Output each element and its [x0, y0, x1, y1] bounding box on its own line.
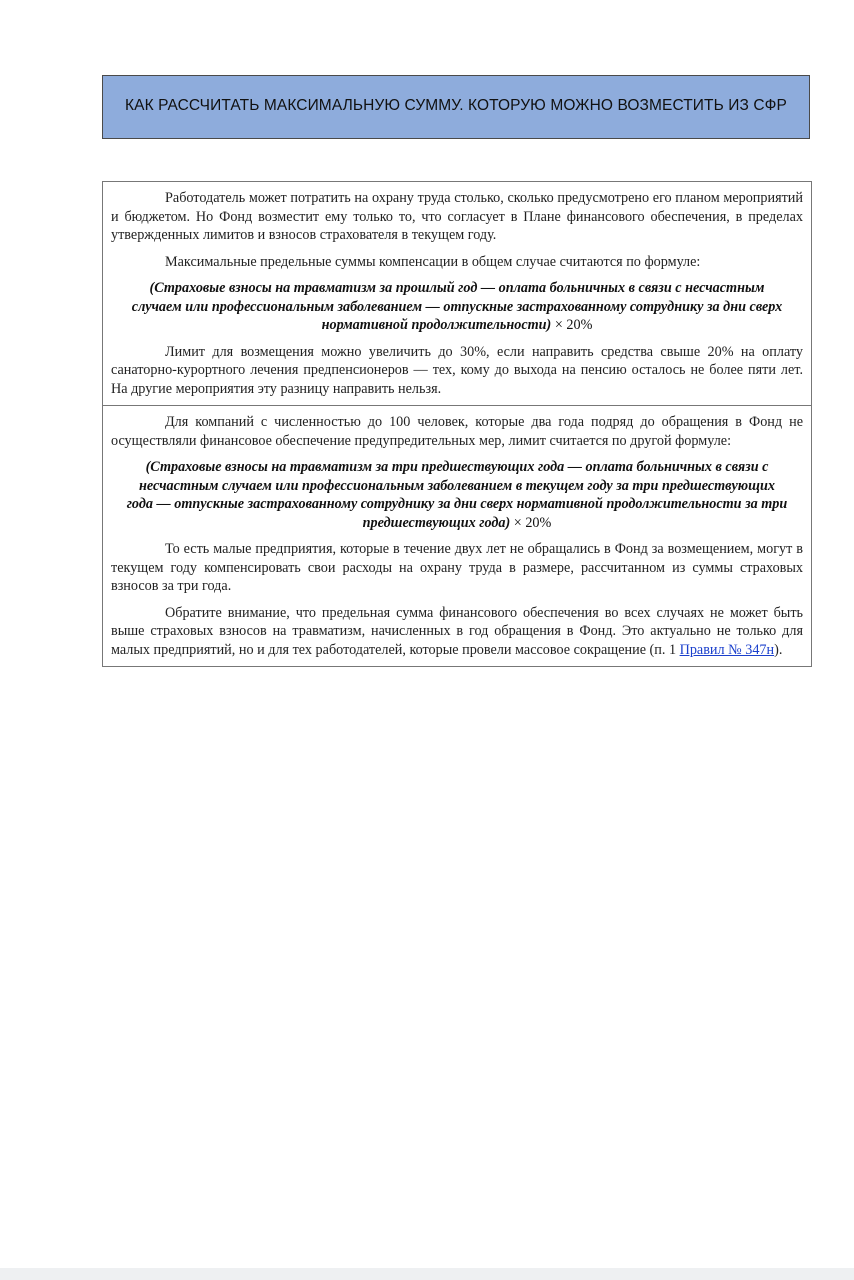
paragraph-small-companies: Для компаний с численностью до 100 человек, которые два года подряд до обращения в Фонд не осуществляли финансовое обеспечение предупредительных мер, лимит считается по другой формуле:	[111, 414, 803, 449]
paragraph-intro: Работодатель может потратить на охрану труда столько, сколько предусмотрено его планом мероприятий и бюджетом. Но Фонд возместит ему только то, что согласует в Плане финансового обеспечения, в пределах утвержденных лимитов и взносов страхователя в текущем году.	[111, 190, 803, 243]
paragraph-small-explanation: То есть малые предприятия, которые в течение двух лет не обращались в Фонд за возмещением, могут в текущем году компенсировать свои расходы на охрану труда в размере, рассчитанном из суммы страховых взносов за три года.	[111, 541, 803, 594]
formula-general	[111, 279, 803, 335]
page-title: КАК РАССЧИТАТЬ МАКСИМАЛЬНУЮ СУММУ. КОТОРУЮ МОЖНО ВОЗМЕСТИТЬ ИЗ СФР	[125, 96, 787, 114]
paragraph-limit-increase: Лимит для возмещения можно увеличить до 30%, если направить средства свыше 20% на оплату санаторно-курортного лечения предпенсионеров — тех, кому до выхода на пенсию осталось не более пяти лет. На другие мероприятия эту разницу направить нельзя.	[111, 343, 803, 397]
bottom-strip	[0, 1268, 854, 1280]
formula-general-text: (Страховые взносы на травматизм за прошлый год — оплата больничных в связи с несчастным случаем или профессиональным заболеванием — отпускные застрахованному сотруднику за дни сверх нормативной продолжительности)	[131, 280, 783, 333]
note-text: Обратите внимание, что предельная сумма финансового обеспечения во всех случаях не может быть выше страховых взносов на травматизм, начисленных в год обращения в Фонд. Это актуально не только для малых предприятий, но и для тех работодателей, которые провели массовое сокращение (п. 1	[111, 604, 803, 658]
formula-small-multiplier: × 20%	[510, 514, 552, 531]
paragraph-formula-intro: Максимальные предельные суммы компенсации в общем случае считаются по формуле:	[165, 253, 701, 270]
content-box	[102, 181, 812, 667]
section-small-companies	[103, 405, 811, 666]
formula-small-companies	[111, 458, 803, 532]
paragraph-note	[111, 604, 803, 660]
formula-general-multiplier: × 20%	[551, 317, 593, 333]
section-general-limit	[103, 182, 811, 405]
rules-347n-link[interactable]: Правил № 347н	[679, 641, 775, 658]
formula-small-text: (Страховые взносы на травматизм за три предшествующих года — оплата больничных в связи с несчастным случаем или профессиональным заболеванием в текущем году за три предшествующих года — отпускные застрахованному сотруднику за дни сверх нормативной продолжительности за три предшествующих года)	[126, 459, 788, 531]
title-banner	[102, 75, 810, 139]
note-text-end: ).	[774, 641, 783, 658]
